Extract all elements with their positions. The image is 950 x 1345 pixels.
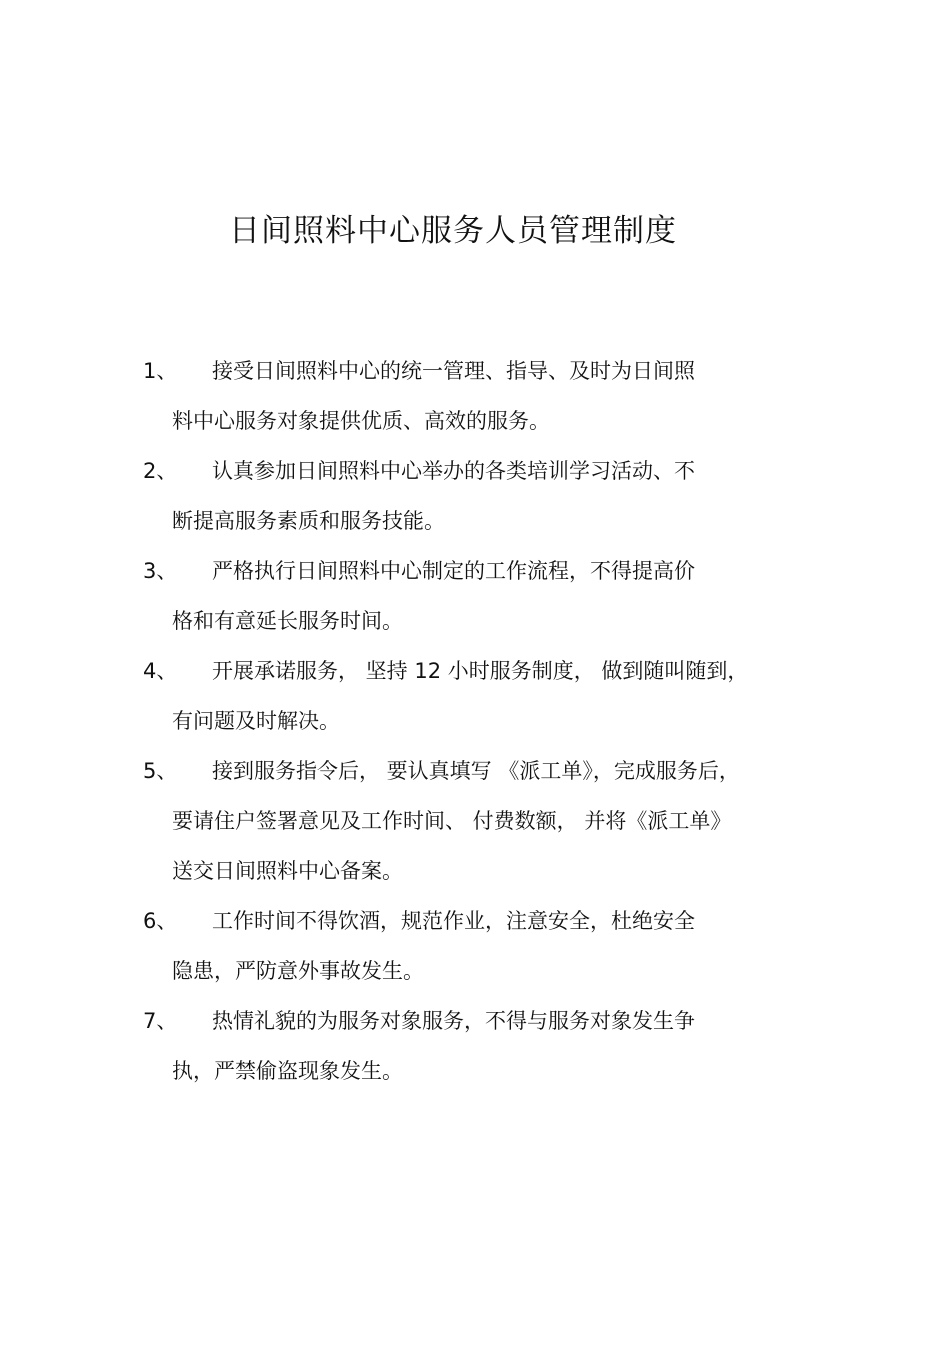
item-text-line: 严格执行日间照料中心制定的工作流程，不得提高价 [212, 559, 695, 583]
item-number: 3、 [143, 559, 178, 583]
item-text-line: 接受日间照料中心的统一管理、指导、及时为日间照 [212, 359, 695, 383]
item-number: 4、 [143, 659, 178, 683]
item-number: 7、 [143, 1009, 178, 1033]
item-text-line: 送交日间照料中心备案。 [172, 859, 403, 883]
item-text-line: 要请住户签署意见及工作时间、 付费数额， 并将《派工单》 [172, 809, 732, 833]
item-text-line: 料中心服务对象提供优质、高效的服务。 [172, 409, 550, 433]
item-text-line: 接到服务指令后， 要认真填写 《派工单》，完成服务后， [212, 759, 740, 783]
item-number: 1、 [143, 359, 178, 383]
item-text-line: 执，严禁偷盗现象发生。 [172, 1059, 403, 1083]
item-text-line: 隐患，严防意外事故发生。 [172, 959, 424, 983]
item-text-line: 热情礼貌的为服务对象服务，不得与服务对象发生争 [212, 1009, 695, 1033]
item-text-line: 有问题及时解决。 [172, 709, 340, 733]
item-text-line: 格和有意延长服务时间。 [172, 609, 403, 633]
item-number: 2、 [143, 459, 178, 483]
item-number: 5、 [143, 759, 178, 783]
item-text-line: 断提高服务素质和服务技能。 [172, 509, 445, 533]
document-title: 日间照料中心服务人员管理制度 [229, 213, 677, 249]
item-text-line: 工作时间不得饮酒，规范作业，注意安全，杜绝安全 [212, 909, 695, 933]
item-number: 6、 [143, 909, 178, 933]
item-text-line: 认真参加日间照料中心举办的各类培训学习活动、不 [212, 459, 695, 483]
item-text-line: 开展承诺服务， 坚持 12 小时服务制度， 做到随叫随到， [212, 659, 749, 683]
